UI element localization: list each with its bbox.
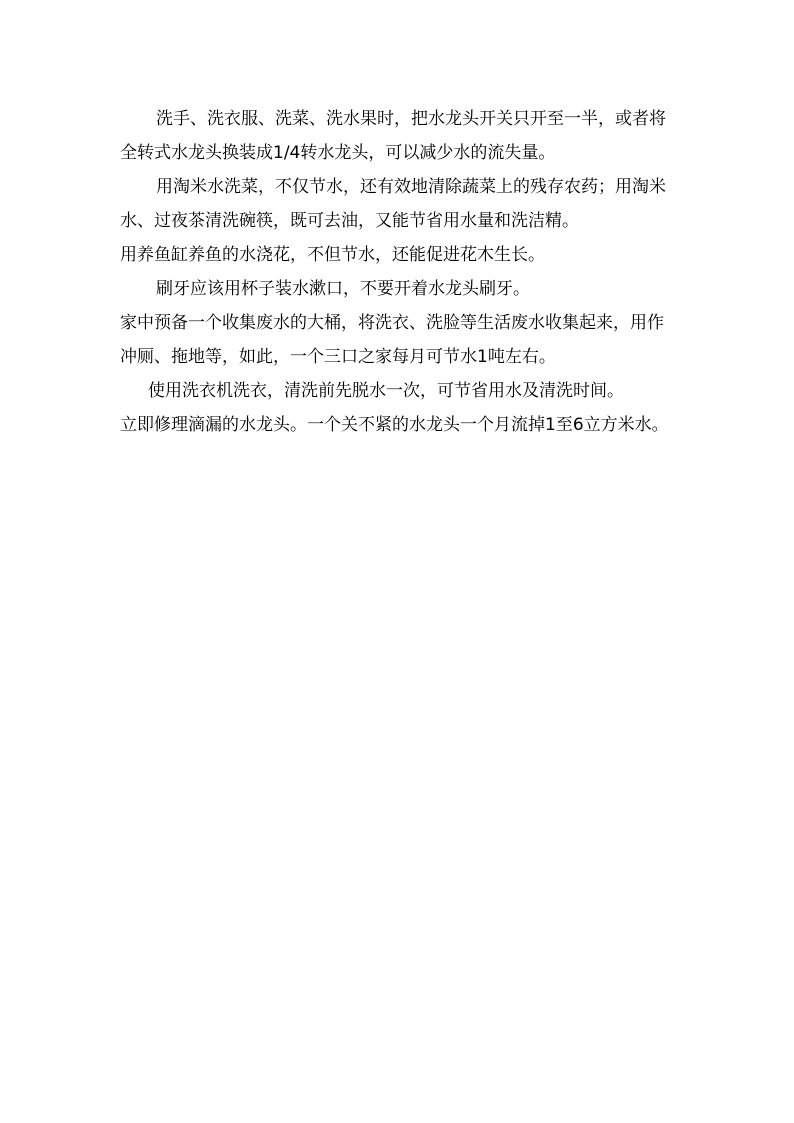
- document-body: [120, 102, 680, 442]
- paragraph-rice-water: 用淘米水洗菜，不仅节水，还有效地清除蔬菜上的残存农药；用淘米水、过夜茶清洗碗筷，既可去油，又能节省用水量和洗洁精。: [120, 177, 666, 231]
- paragraph-faucet-half: 洗手、洗衣服、洗菜、洗水果时，把水龙头开关只开至一半，或者将全转式水龙头换装成1/4转水龙头，可以减少水的流失量。: [120, 109, 666, 163]
- paragraph-washing-machine: 使用洗衣机洗衣，清洗前先脱水一次，可节省用水及清洗时间。: [148, 381, 624, 401]
- paragraph-brush-teeth: 刷牙应该用杯子装水漱口，不要开着水龙头刷牙。: [156, 279, 530, 299]
- paragraph-fish-tank: 用养鱼缸养鱼的水浇花，不但节水，还能促进花木生长。: [120, 245, 545, 265]
- paragraph-wastewater-bucket: 家中预备一个收集废水的大桶，将洗衣、洗脸等生活废水收集起来，用作冲厕、拖地等，如此，一个三口之家每月可节水1吨左右。: [120, 313, 664, 367]
- paragraph-leaky-faucet: 立即修理滴漏的水龙头。一个关不紧的水龙头一个月流掉1至6立方米水。: [120, 415, 669, 435]
